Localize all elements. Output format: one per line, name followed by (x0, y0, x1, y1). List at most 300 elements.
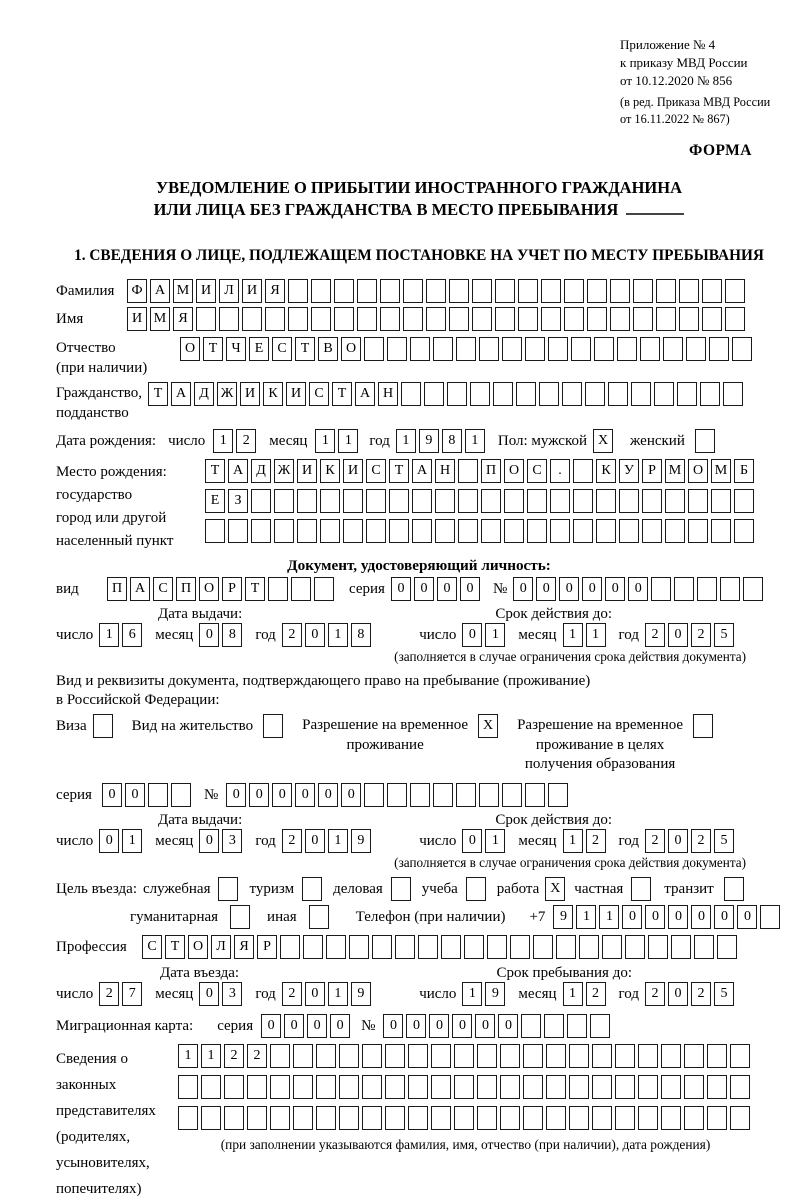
char-cell[interactable] (656, 279, 676, 303)
char-cell[interactable] (684, 1075, 704, 1099)
char-cell[interactable] (640, 337, 660, 361)
char-cell[interactable] (523, 1075, 543, 1099)
char-cell[interactable]: 0 (383, 1014, 403, 1038)
char-cell[interactable]: А (171, 382, 191, 406)
char-cell[interactable] (661, 1044, 681, 1068)
char-cell[interactable]: 2 (282, 982, 302, 1006)
char-cell[interactable]: 0 (582, 577, 602, 601)
residence-expiry-month-boxes[interactable] (563, 829, 609, 853)
char-cell[interactable]: 0 (498, 1014, 518, 1038)
char-cell[interactable]: 0 (668, 623, 688, 647)
char-cell[interactable] (456, 337, 476, 361)
char-cell[interactable] (638, 1044, 658, 1068)
birth-place-boxes-line3[interactable] (205, 519, 757, 543)
char-cell[interactable] (518, 307, 538, 331)
char-cell[interactable] (314, 577, 334, 601)
char-cell[interactable]: Я (234, 935, 254, 959)
char-cell[interactable] (205, 519, 225, 543)
char-cell[interactable] (302, 877, 322, 901)
char-cell[interactable] (479, 337, 499, 361)
char-cell[interactable] (656, 307, 676, 331)
char-cell[interactable]: 1 (563, 829, 583, 853)
char-cell[interactable]: 1 (201, 1044, 221, 1068)
birth-place-boxes-line1[interactable] (205, 459, 757, 483)
char-cell[interactable] (638, 1075, 658, 1099)
entry-year-boxes[interactable] (282, 982, 374, 1006)
char-cell[interactable] (477, 1106, 497, 1130)
char-cell[interactable] (339, 1106, 359, 1130)
char-cell[interactable]: 0 (691, 905, 711, 929)
char-cell[interactable]: 0 (628, 577, 648, 601)
char-cell[interactable] (242, 307, 262, 331)
char-cell[interactable]: 2 (224, 1044, 244, 1068)
char-cell[interactable] (579, 935, 599, 959)
char-cell[interactable]: X (545, 877, 565, 901)
char-cell[interactable] (693, 714, 713, 738)
char-cell[interactable]: 0 (714, 905, 734, 929)
char-cell[interactable] (364, 337, 384, 361)
char-cell[interactable] (454, 1106, 474, 1130)
birth-day-boxes[interactable] (213, 429, 259, 453)
char-cell[interactable] (418, 935, 438, 959)
char-cell[interactable] (725, 307, 745, 331)
char-cell[interactable] (720, 577, 740, 601)
char-cell[interactable] (617, 337, 637, 361)
char-cell[interactable]: 1 (485, 829, 505, 853)
char-cell[interactable]: А (355, 382, 375, 406)
birth-year-boxes[interactable] (396, 429, 488, 453)
char-cell[interactable] (251, 489, 271, 513)
char-cell[interactable] (477, 1075, 497, 1099)
char-cell[interactable]: 0 (305, 982, 325, 1006)
char-cell[interactable] (311, 279, 331, 303)
char-cell[interactable] (592, 1044, 612, 1068)
char-cell[interactable] (548, 337, 568, 361)
char-cell[interactable] (401, 382, 421, 406)
char-cell[interactable] (247, 1075, 267, 1099)
residence-number-boxes[interactable] (226, 783, 571, 807)
char-cell[interactable] (654, 382, 674, 406)
representatives-boxes-line2[interactable] (178, 1075, 753, 1099)
char-cell[interactable]: 5 (714, 982, 734, 1006)
char-cell[interactable] (224, 1106, 244, 1130)
entry-month-boxes[interactable] (199, 982, 245, 1006)
char-cell[interactable] (201, 1106, 221, 1130)
char-cell[interactable] (316, 1106, 336, 1130)
char-cell[interactable] (562, 382, 582, 406)
char-cell[interactable]: Е (205, 489, 225, 513)
purpose-other-checkbox[interactable] (309, 905, 332, 929)
char-cell[interactable] (433, 337, 453, 361)
char-cell[interactable]: О (504, 459, 524, 483)
char-cell[interactable]: 2 (645, 623, 665, 647)
char-cell[interactable]: 3 (222, 982, 242, 1006)
char-cell[interactable] (625, 935, 645, 959)
purpose-private-checkbox[interactable] (631, 877, 654, 901)
char-cell[interactable] (525, 337, 545, 361)
char-cell[interactable] (592, 1075, 612, 1099)
char-cell[interactable]: Ж (217, 382, 237, 406)
char-cell[interactable] (426, 307, 446, 331)
char-cell[interactable]: 0 (272, 783, 292, 807)
char-cell[interactable] (435, 519, 455, 543)
char-cell[interactable] (219, 307, 239, 331)
char-cell[interactable] (387, 337, 407, 361)
char-cell[interactable]: 0 (307, 1014, 327, 1038)
char-cell[interactable]: 2 (691, 982, 711, 1006)
char-cell[interactable] (362, 1106, 382, 1130)
char-cell[interactable]: И (343, 459, 363, 483)
char-cell[interactable] (424, 382, 444, 406)
char-cell[interactable]: А (130, 577, 150, 601)
char-cell[interactable] (550, 489, 570, 513)
char-cell[interactable]: 1 (328, 623, 348, 647)
char-cell[interactable] (274, 519, 294, 543)
char-cell[interactable] (464, 935, 484, 959)
representatives-boxes-line3[interactable] (178, 1106, 753, 1130)
char-cell[interactable] (481, 519, 501, 543)
char-cell[interactable] (569, 1106, 589, 1130)
char-cell[interactable] (454, 1075, 474, 1099)
purpose-transit-checkbox[interactable] (724, 877, 747, 901)
char-cell[interactable] (523, 1106, 543, 1130)
char-cell[interactable] (502, 337, 522, 361)
char-cell[interactable] (663, 337, 683, 361)
char-cell[interactable]: 1 (586, 623, 606, 647)
char-cell[interactable]: В (318, 337, 338, 361)
char-cell[interactable] (148, 783, 168, 807)
char-cell[interactable]: 1 (462, 982, 482, 1006)
char-cell[interactable] (596, 519, 616, 543)
char-cell[interactable] (410, 783, 430, 807)
char-cell[interactable] (458, 519, 478, 543)
doc-type-boxes[interactable] (107, 577, 337, 601)
char-cell[interactable] (408, 1106, 428, 1130)
char-cell[interactable]: 0 (475, 1014, 495, 1038)
char-cell[interactable]: О (188, 935, 208, 959)
char-cell[interactable] (724, 877, 744, 901)
char-cell[interactable]: У (619, 459, 639, 483)
char-cell[interactable]: 1 (485, 623, 505, 647)
char-cell[interactable]: 0 (305, 829, 325, 853)
char-cell[interactable]: Б (734, 459, 754, 483)
char-cell[interactable] (631, 877, 651, 901)
char-cell[interactable] (349, 935, 369, 959)
char-cell[interactable] (521, 1014, 541, 1038)
char-cell[interactable]: 0 (513, 577, 533, 601)
char-cell[interactable] (357, 279, 377, 303)
char-cell[interactable]: Я (265, 279, 285, 303)
char-cell[interactable] (596, 489, 616, 513)
char-cell[interactable] (564, 307, 584, 331)
identity-expiry-month-boxes[interactable] (563, 623, 609, 647)
char-cell[interactable] (466, 877, 486, 901)
char-cell[interactable] (339, 1075, 359, 1099)
char-cell[interactable]: 9 (351, 982, 371, 1006)
char-cell[interactable] (343, 489, 363, 513)
char-cell[interactable]: 1 (338, 429, 358, 453)
char-cell[interactable] (638, 1106, 658, 1130)
char-cell[interactable] (610, 307, 630, 331)
char-cell[interactable]: 1 (465, 429, 485, 453)
char-cell[interactable]: 0 (406, 1014, 426, 1038)
char-cell[interactable] (527, 519, 547, 543)
doc-number-boxes[interactable] (513, 577, 766, 601)
char-cell[interactable] (334, 307, 354, 331)
representatives-boxes-line1[interactable] (178, 1044, 753, 1068)
char-cell[interactable] (389, 489, 409, 513)
char-cell[interactable] (297, 519, 317, 543)
char-cell[interactable] (539, 382, 559, 406)
char-cell[interactable]: М (665, 459, 685, 483)
char-cell[interactable] (343, 519, 363, 543)
char-cell[interactable] (372, 935, 392, 959)
char-cell[interactable] (732, 337, 752, 361)
char-cell[interactable]: Т (165, 935, 185, 959)
char-cell[interactable] (587, 279, 607, 303)
char-cell[interactable] (642, 489, 662, 513)
char-cell[interactable] (734, 519, 754, 543)
char-cell[interactable] (665, 519, 685, 543)
char-cell[interactable]: Ч (226, 337, 246, 361)
char-cell[interactable]: О (180, 337, 200, 361)
char-cell[interactable]: 2 (691, 829, 711, 853)
char-cell[interactable] (651, 577, 671, 601)
char-cell[interactable] (410, 337, 430, 361)
char-cell[interactable]: 1 (99, 623, 119, 647)
char-cell[interactable]: С (153, 577, 173, 601)
char-cell[interactable]: 1 (576, 905, 596, 929)
sex-male-checkbox[interactable] (593, 429, 616, 453)
citizenship-boxes[interactable] (148, 382, 746, 406)
char-cell[interactable] (487, 935, 507, 959)
birth-month-boxes[interactable] (315, 429, 361, 453)
char-cell[interactable] (458, 459, 478, 483)
char-cell[interactable] (472, 307, 492, 331)
char-cell[interactable]: И (196, 279, 216, 303)
char-cell[interactable] (707, 1106, 727, 1130)
char-cell[interactable]: А (228, 459, 248, 483)
char-cell[interactable]: Д (194, 382, 214, 406)
char-cell[interactable]: X (478, 714, 498, 738)
char-cell[interactable] (196, 307, 216, 331)
char-cell[interactable]: 8 (442, 429, 462, 453)
char-cell[interactable] (297, 489, 317, 513)
char-cell[interactable] (544, 1014, 564, 1038)
char-cell[interactable] (697, 577, 717, 601)
char-cell[interactable]: 0 (645, 905, 665, 929)
char-cell[interactable] (426, 279, 446, 303)
char-cell[interactable] (389, 519, 409, 543)
char-cell[interactable] (760, 905, 780, 929)
char-cell[interactable] (293, 1044, 313, 1068)
char-cell[interactable] (456, 783, 476, 807)
char-cell[interactable]: 0 (199, 829, 219, 853)
char-cell[interactable]: 7 (122, 982, 142, 1006)
char-cell[interactable] (615, 1044, 635, 1068)
char-cell[interactable] (280, 935, 300, 959)
char-cell[interactable] (725, 279, 745, 303)
char-cell[interactable] (684, 1044, 704, 1068)
stay-day-boxes[interactable] (462, 982, 508, 1006)
char-cell[interactable] (661, 1106, 681, 1130)
char-cell[interactable] (642, 519, 662, 543)
char-cell[interactable] (339, 1044, 359, 1068)
char-cell[interactable]: 9 (485, 982, 505, 1006)
edu-residence-permit-checkbox[interactable] (693, 714, 716, 738)
char-cell[interactable]: Т (203, 337, 223, 361)
char-cell[interactable] (265, 307, 285, 331)
char-cell[interactable] (385, 1075, 405, 1099)
char-cell[interactable] (433, 783, 453, 807)
purpose-official-checkbox[interactable] (218, 877, 241, 901)
char-cell[interactable] (619, 489, 639, 513)
char-cell[interactable] (709, 337, 729, 361)
char-cell[interactable]: 5 (714, 829, 734, 853)
char-cell[interactable] (556, 935, 576, 959)
char-cell[interactable]: Р (257, 935, 277, 959)
char-cell[interactable]: 0 (452, 1014, 472, 1038)
char-cell[interactable]: 0 (536, 577, 556, 601)
char-cell[interactable]: С (272, 337, 292, 361)
char-cell[interactable]: 1 (315, 429, 335, 453)
char-cell[interactable]: 9 (419, 429, 439, 453)
char-cell[interactable] (730, 1044, 750, 1068)
char-cell[interactable] (615, 1106, 635, 1130)
char-cell[interactable] (546, 1106, 566, 1130)
char-cell[interactable] (608, 382, 628, 406)
char-cell[interactable] (633, 279, 653, 303)
char-cell[interactable] (391, 877, 411, 901)
char-cell[interactable]: П (107, 577, 127, 601)
char-cell[interactable] (707, 1075, 727, 1099)
char-cell[interactable] (510, 935, 530, 959)
char-cell[interactable]: Л (211, 935, 231, 959)
char-cell[interactable]: Е (249, 337, 269, 361)
residence-permit-checkbox[interactable] (263, 714, 286, 738)
char-cell[interactable] (472, 279, 492, 303)
char-cell[interactable] (447, 382, 467, 406)
char-cell[interactable] (320, 519, 340, 543)
char-cell[interactable]: О (199, 577, 219, 601)
char-cell[interactable] (500, 1106, 520, 1130)
char-cell[interactable] (525, 783, 545, 807)
char-cell[interactable] (615, 1075, 635, 1099)
char-cell[interactable] (408, 1075, 428, 1099)
char-cell[interactable]: 2 (236, 429, 256, 453)
char-cell[interactable] (309, 905, 329, 929)
char-cell[interactable] (316, 1075, 336, 1099)
char-cell[interactable] (408, 1044, 428, 1068)
char-cell[interactable] (564, 279, 584, 303)
char-cell[interactable] (431, 1044, 451, 1068)
char-cell[interactable] (470, 382, 490, 406)
char-cell[interactable]: 1 (563, 623, 583, 647)
char-cell[interactable] (316, 1044, 336, 1068)
char-cell[interactable] (364, 783, 384, 807)
char-cell[interactable] (270, 1106, 290, 1130)
char-cell[interactable] (730, 1106, 750, 1130)
char-cell[interactable] (385, 1106, 405, 1130)
purpose-humanitarian-checkbox[interactable] (230, 905, 253, 929)
char-cell[interactable] (541, 279, 561, 303)
char-cell[interactable]: 0 (125, 783, 145, 807)
char-cell[interactable] (590, 1014, 610, 1038)
char-cell[interactable]: О (688, 459, 708, 483)
identity-expiry-day-boxes[interactable] (462, 623, 508, 647)
char-cell[interactable]: 1 (563, 982, 583, 1006)
char-cell[interactable]: Р (642, 459, 662, 483)
char-cell[interactable] (533, 935, 553, 959)
char-cell[interactable]: 0 (199, 982, 219, 1006)
char-cell[interactable]: 0 (199, 623, 219, 647)
char-cell[interactable] (573, 519, 593, 543)
char-cell[interactable] (523, 1044, 543, 1068)
char-cell[interactable]: 9 (553, 905, 573, 929)
char-cell[interactable] (527, 489, 547, 513)
char-cell[interactable] (357, 307, 377, 331)
char-cell[interactable] (380, 279, 400, 303)
char-cell[interactable]: 0 (737, 905, 757, 929)
char-cell[interactable] (702, 307, 722, 331)
char-cell[interactable]: 5 (714, 623, 734, 647)
char-cell[interactable] (648, 935, 668, 959)
char-cell[interactable]: 2 (247, 1044, 267, 1068)
char-cell[interactable] (431, 1106, 451, 1130)
char-cell[interactable]: С (142, 935, 162, 959)
char-cell[interactable] (454, 1044, 474, 1068)
patronymic-boxes[interactable] (180, 337, 755, 361)
char-cell[interactable] (320, 489, 340, 513)
char-cell[interactable]: Н (378, 382, 398, 406)
char-cell[interactable] (230, 905, 250, 929)
char-cell[interactable]: 2 (99, 982, 119, 1006)
char-cell[interactable]: 1 (213, 429, 233, 453)
char-cell[interactable] (504, 519, 524, 543)
char-cell[interactable]: М (711, 459, 731, 483)
char-cell[interactable] (251, 519, 271, 543)
char-cell[interactable]: 0 (462, 623, 482, 647)
char-cell[interactable] (431, 1075, 451, 1099)
char-cell[interactable]: А (412, 459, 432, 483)
char-cell[interactable] (288, 279, 308, 303)
phone-boxes[interactable] (553, 905, 783, 929)
char-cell[interactable] (274, 489, 294, 513)
char-cell[interactable]: К (596, 459, 616, 483)
char-cell[interactable]: 0 (102, 783, 122, 807)
char-cell[interactable]: П (481, 459, 501, 483)
migration-number-boxes[interactable] (383, 1014, 613, 1038)
char-cell[interactable]: 1 (599, 905, 619, 929)
char-cell[interactable]: 2 (691, 623, 711, 647)
char-cell[interactable]: Я (173, 307, 193, 331)
char-cell[interactable] (550, 519, 570, 543)
char-cell[interactable] (633, 307, 653, 331)
char-cell[interactable] (441, 935, 461, 959)
char-cell[interactable]: С (309, 382, 329, 406)
char-cell[interactable] (380, 307, 400, 331)
char-cell[interactable]: 0 (341, 783, 361, 807)
char-cell[interactable] (684, 1106, 704, 1130)
char-cell[interactable]: И (242, 279, 262, 303)
char-cell[interactable] (504, 489, 524, 513)
char-cell[interactable]: М (150, 307, 170, 331)
purpose-study-checkbox[interactable] (466, 877, 489, 901)
char-cell[interactable]: 0 (622, 905, 642, 929)
char-cell[interactable] (573, 459, 593, 483)
char-cell[interactable] (263, 714, 283, 738)
char-cell[interactable] (435, 489, 455, 513)
